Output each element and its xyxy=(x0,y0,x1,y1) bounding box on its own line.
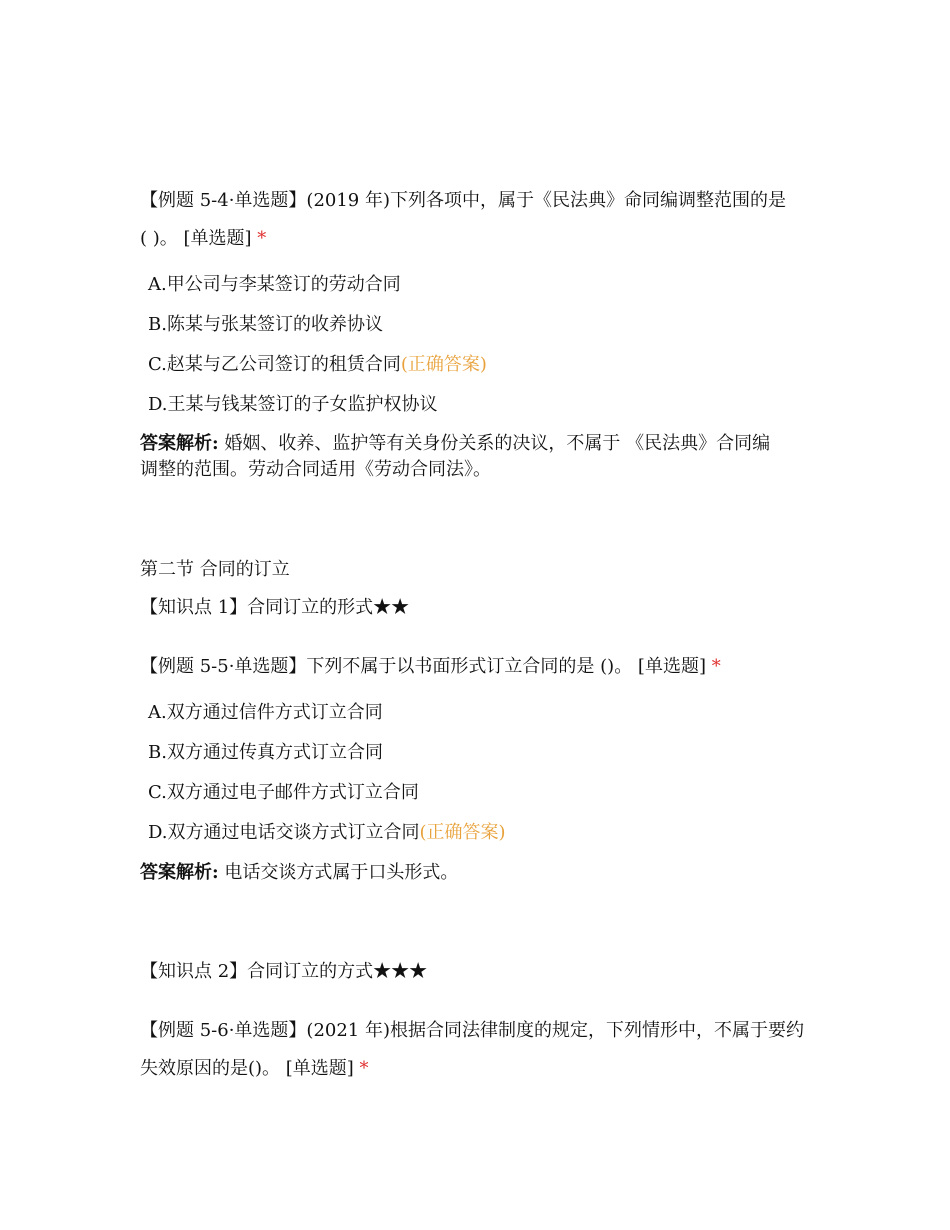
knowledge-point-1 xyxy=(140,596,820,620)
q3-title-text-2: 失效原因的是()。 [单选题] xyxy=(140,1058,354,1079)
q1-option-d-label: D.王某与钱某签订的子女监护权协议 xyxy=(148,394,438,415)
q1-title-line-1 xyxy=(140,189,820,213)
q2-option-d[interactable] xyxy=(148,821,828,845)
q3-required-mark: * xyxy=(359,1058,369,1079)
q2-title-text: 【例题 5-5·单选题】下列不属于以书面形式订立合同的是 ()。 [单选题] xyxy=(140,656,706,677)
q1-analysis-text-2: 调整的范围。劳动合同适用《劳动合同法》。 xyxy=(140,459,491,480)
q2-correct-answer-tag: (正确答案) xyxy=(419,822,506,843)
q2-option-b[interactable] xyxy=(148,741,828,765)
q1-option-c-label: C.赵某与乙公司签订的租赁合同 xyxy=(148,354,401,375)
q2-required-mark: * xyxy=(711,656,721,677)
q2-option-d-label: D.双方通过电话交谈方式订立合同 xyxy=(148,822,420,843)
q2-option-b-label: B.双方通过传真方式订立合同 xyxy=(148,742,383,763)
q2-analysis-text: 电话交谈方式属于口头形式。 xyxy=(224,862,459,883)
q1-analysis-label: 答案解析: xyxy=(140,433,219,454)
q2-option-a-label: A.双方通过信件方式订立合同 xyxy=(148,702,383,723)
q1-option-b[interactable] xyxy=(148,313,828,337)
q3-title-line-2 xyxy=(140,1057,820,1081)
knowledge-point-1-text: 【知识点 1】合同订立的形式★★ xyxy=(140,597,410,618)
q1-option-a-label: A.甲公司与李某签订的劳动合同 xyxy=(148,274,401,295)
q1-option-d[interactable] xyxy=(148,393,828,417)
section-title-text: 第二节 合同的订立 xyxy=(140,559,290,580)
q1-correct-answer-tag: (正确答案) xyxy=(400,354,487,375)
section-title xyxy=(140,558,820,582)
q2-title-line xyxy=(140,655,820,679)
q1-title-text-1: 【例题 5-4·单选题】(2019 年)下列各项中，属于《民法典》命同编调整范围的是 xyxy=(140,190,787,211)
q1-option-c[interactable] xyxy=(148,353,828,377)
q2-option-c[interactable] xyxy=(148,781,828,805)
q1-title-line-2 xyxy=(140,227,820,251)
q2-analysis-line xyxy=(140,861,820,885)
q2-option-c-label: C.双方通过电子邮件方式订立合同 xyxy=(148,782,419,803)
q3-title-text-1: 【例题 5-6·单选题】(2021 年)根据合同法律制度的规定，下列情形中，不属于要约 xyxy=(140,1020,805,1041)
q1-analysis-line-1 xyxy=(140,432,820,456)
q1-analysis-text-1: 婚姻、收养、监护等有关身份关系的决议，不属于 《民法典》合同编 xyxy=(224,433,771,454)
q1-required-mark: * xyxy=(257,228,267,249)
q1-option-b-label: B.陈某与张某签订的收养协议 xyxy=(148,314,383,335)
knowledge-point-2-text: 【知识点 2】合同订立的方式★★★ xyxy=(140,961,428,982)
q1-option-a[interactable] xyxy=(148,273,828,297)
q1-title-text-2: ( )。 [单选题] xyxy=(140,228,252,249)
q1-analysis-line-2 xyxy=(140,458,820,482)
knowledge-point-2 xyxy=(140,960,820,984)
q3-title-line-1 xyxy=(140,1019,820,1043)
q2-option-a[interactable] xyxy=(148,701,828,725)
q2-analysis-label: 答案解析: xyxy=(140,862,219,883)
